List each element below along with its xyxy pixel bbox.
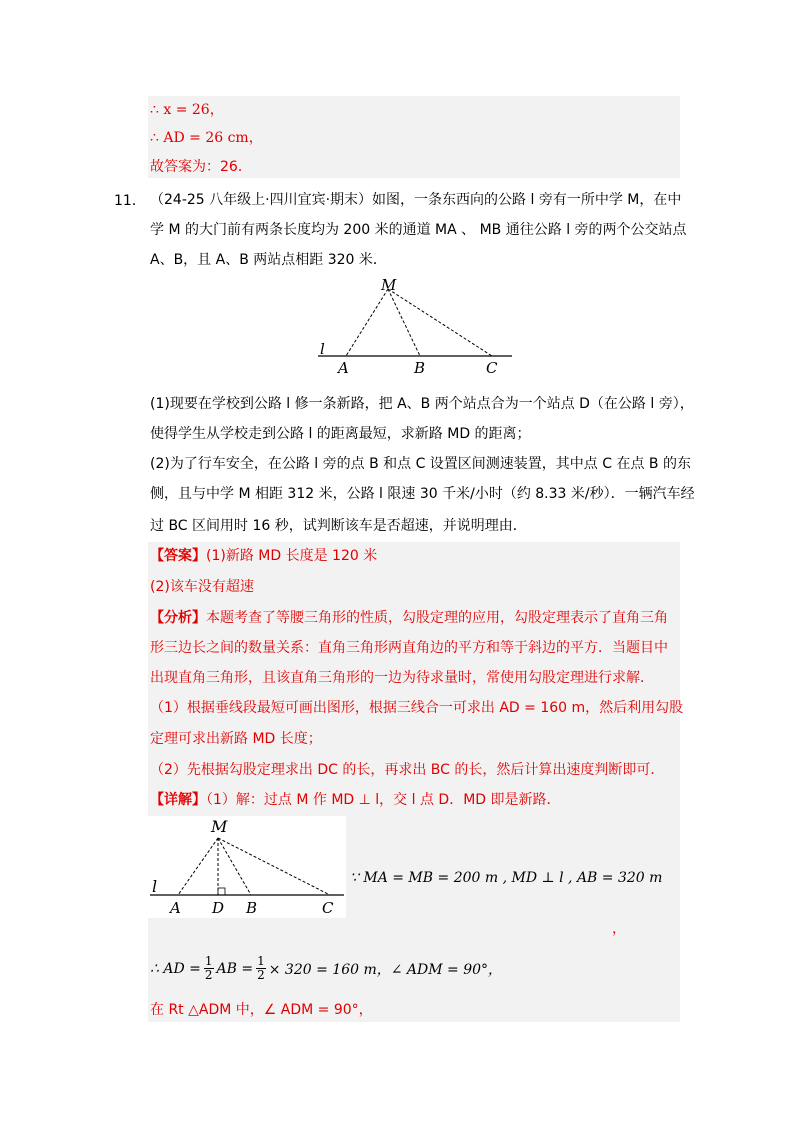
figure-1-diagram: [310, 276, 520, 376]
answer-line-2: (2)该车没有超速: [150, 579, 254, 595]
answer-line-1: [150, 546, 377, 566]
detail-text-1: （1）解：过点 M 作 MD ⊥ l，交 l 点 D．MD 即是新路．: [206, 792, 561, 808]
label-C: C: [322, 899, 334, 917]
label-l: l: [320, 340, 325, 358]
label-M: M: [381, 276, 397, 294]
analysis-line-4: （1）根据垂线段最短可画出图形，根据三线合一可求出 AD = 160 m，然后利用勾股: [150, 700, 684, 716]
since-comma: ，: [612, 921, 626, 937]
analysis-line-1: [150, 608, 668, 628]
since-equation: ∵ MA = MB = 200 m , MD ⊥ l , AB = 320 m: [350, 870, 663, 886]
analysis-text-1: 本题考查了等腰三角形的性质，勾股定理的应用，勾股定理表示了直角三角: [206, 610, 668, 626]
label-B: B: [246, 899, 258, 917]
analysis-line-6: （2）先根据勾股定理求出 DC 的长，再求出 BC 的长，然后计算出速度判断即可．: [150, 762, 665, 778]
fraction-1-num: 1: [204, 954, 213, 968]
ad-mid: AB =: [216, 960, 254, 977]
solution-line-x: ∴ x = 26，: [150, 102, 224, 118]
fraction-2-den: 2: [257, 968, 265, 982]
analysis-line-2: 形三边长之间的数量关系：直角三角形两直角边的平方和等于斜边的平方．当题目中: [150, 640, 668, 656]
label-M: M: [211, 817, 228, 836]
detail-tag: 【详解】: [150, 792, 206, 808]
part2-line-1: (2)为了行车安全，在公路 l 旁的点 B 和点 C 设置区间测速装置，其中点 C 在点 B 的东: [150, 456, 691, 472]
analysis-line-5: 定理可求出新路 MD 长度；: [150, 731, 322, 747]
fraction-1: [204, 955, 214, 982]
ad-equation: [150, 955, 502, 982]
part1-line-1: (1)现要在学校到公路 l 修一条新路，把 A、B 两个站点合为一个站点 D（在公路 l 旁），: [150, 396, 694, 412]
solution-line-ad: ∴ AD = 26 cm，: [150, 130, 263, 146]
ad-suffix: × 320 = 160 m，∠ ADM = 90°，: [268, 961, 503, 978]
fraction-1-den: 2: [204, 968, 213, 982]
label-C: C: [486, 359, 498, 376]
ad-prefix: ∴ AD =: [150, 960, 201, 977]
analysis-line-3: 出现直角三角形，且该直角三角形的一边为待求量时，常使用勾股定理进行求解．: [150, 670, 654, 686]
solution-answer-line: 故答案为：26．: [150, 159, 252, 175]
figure-2-diagram: [148, 816, 346, 918]
part2-line-2: 侧，且与中学 M 相距 312 米，公路 l 限速 30 千米/小时（约 8.33 米/秒）．一辆汽车经: [150, 486, 695, 502]
question-line-2: 学 M 的大门前有两条长度均为 200 米的通道 MA 、 MB 通往公路 l 旁的两个公交站点: [150, 222, 687, 238]
question-line-1: （24-25 八年级上·四川宜宾·期末）如图，一条东西向的公路 l 旁有一所中学 M，在中: [150, 192, 682, 208]
part1-line-2: 使得学生从学校走到公路 l 的距离最短，求新路 MD 的距离；: [150, 426, 531, 442]
label-l: l: [152, 877, 158, 896]
detail-line-1: [150, 790, 561, 810]
analysis-tag: 【分析】: [150, 610, 206, 626]
fraction-2-num: 1: [257, 954, 265, 968]
part2-line-3: 过 BC 区间用时 16 秒，试判断该车是否超速，并说明理由．: [150, 518, 527, 534]
label-A: A: [170, 899, 181, 917]
label-A: A: [338, 359, 349, 376]
answer-text-1: (1)新路 MD 长度是 120 米: [206, 548, 378, 564]
label-D: D: [212, 899, 225, 917]
question-number: 11．: [114, 193, 146, 209]
question-line-3: A、B，且 A、B 两站点相距 320 米．: [150, 252, 387, 268]
fraction-2: [256, 955, 266, 982]
answer-tag: 【答案】: [150, 548, 206, 564]
detail-last-line: 在 Rt △ADM 中，∠ ADM = 90°，: [150, 1002, 373, 1018]
label-B: B: [414, 359, 426, 376]
